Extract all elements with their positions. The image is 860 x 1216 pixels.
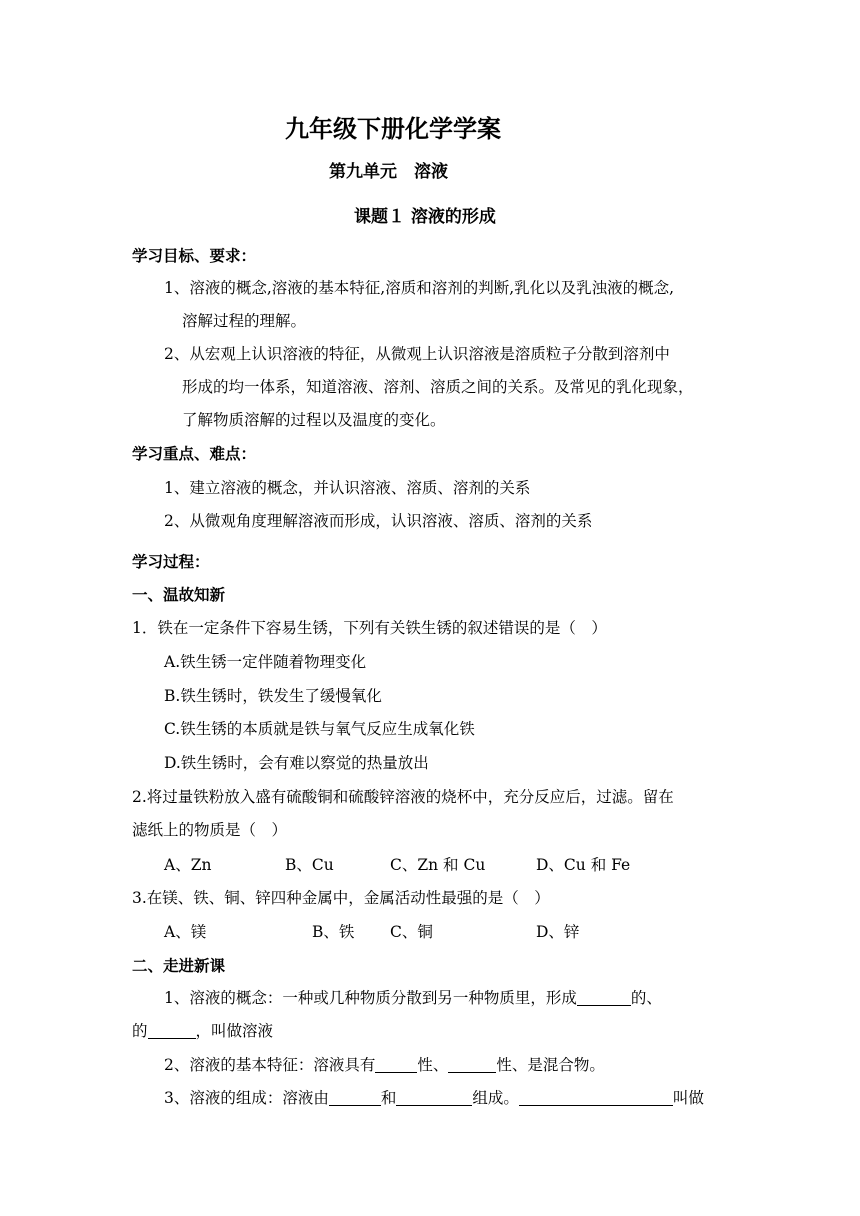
question-2-option-d: D、Cu 和 Fe [536, 856, 631, 874]
question-2-stem-line-2: 滤纸上的物质是（ ） [132, 821, 288, 839]
fill-blank[interactable] [329, 1089, 381, 1106]
new-item-1-text-c: 的 [132, 1022, 148, 1040]
question-3-stem: 3.在镁、铁、铜、锌四种金属中，金属活动性最强的是（ ） [132, 889, 550, 907]
new-item-1-text-b: 的、 [630, 989, 662, 1007]
question-3-option-a: A、镁 [164, 923, 207, 941]
new-item-3-text-c: 组成。 [472, 1089, 519, 1107]
fill-blank[interactable] [448, 1056, 496, 1073]
question-3-option-d: D、锌 [536, 923, 580, 941]
question-1-option-b: B.铁生锈时，铁发生了缓慢氧化 [164, 687, 382, 705]
keypoint-2: 2、从微观角度理解溶液而形成，认识溶液、溶质、溶剂的关系 [164, 512, 593, 530]
section-new-lesson-heading: 二、走进新课 [132, 956, 226, 975]
new-item-2-line [164, 1055, 605, 1075]
fill-blank[interactable] [375, 1056, 417, 1073]
question-1-option-d: D.铁生锈时，会有难以察觉的热量放出 [164, 754, 429, 772]
goal-2-line-3: 了解物质溶解的过程以及温度的变化。 [182, 411, 446, 429]
unit-title: 第九单元 溶液 [329, 162, 448, 182]
new-item-1-text-d: ，叫做溶液 [195, 1022, 274, 1040]
keypoints-heading: 学习重点、难点： [132, 444, 257, 463]
new-item-2-text-c: 性、是混合物。 [496, 1056, 605, 1074]
question-1-option-a: A.铁生锈一定伴随着物理变化 [164, 653, 367, 671]
question-1-option-c: C.铁生锈的本质就是铁与氧气反应生成氧化铁 [164, 720, 475, 738]
new-item-3-text-d: 叫做 [672, 1089, 704, 1107]
fill-blank[interactable] [519, 1089, 673, 1106]
question-3-option-c: C、铜 [390, 923, 433, 941]
new-item-2-text-b: 性、 [417, 1056, 449, 1074]
question-3-option-b: B、铁 [312, 923, 355, 941]
fill-blank[interactable] [577, 989, 631, 1006]
question-2-option-b: B、Cu [285, 856, 334, 874]
new-item-1-line-2 [132, 1021, 273, 1041]
page-title: 九年级下册化学学案 [285, 114, 501, 143]
new-item-1-text-a: 1、溶液的概念：一种或几种物质分散到另一种物质里，形成 [164, 989, 577, 1007]
new-item-2-text-a: 2、溶液的基本特征：溶液具有 [164, 1056, 376, 1074]
keypoint-1: 1、建立溶液的概念，并认识溶液、溶质、溶剂的关系 [164, 479, 531, 497]
new-item-1-line-1 [164, 988, 662, 1008]
goal-1-line-2: 溶解过程的理解。 [182, 312, 307, 330]
question-2-stem-line-1: 2.将过量铁粉放入盛有硫酸铜和硫酸锌溶液的烧杯中，充分反应后，过滤。留在 [132, 788, 674, 806]
new-item-3-line [164, 1088, 704, 1108]
section-review-heading: 一、温故知新 [132, 585, 226, 604]
question-2-option-c: C、Zn 和 Cu [390, 856, 486, 874]
goals-heading: 学习目标、要求： [132, 246, 257, 265]
fill-blank[interactable] [148, 1022, 196, 1039]
new-item-3-text-a: 3、溶液的组成：溶液由 [164, 1089, 329, 1107]
goal-2-line-1: 2、从宏观上认识溶液的特征，从微观上认识溶液是溶质粒子分散到溶剂中 [164, 345, 670, 363]
fill-blank[interactable] [396, 1089, 472, 1106]
goal-2-line-2: 形成的均一体系，知道溶液、溶剂、溶质之间的关系。及常见的乳化现象， [182, 378, 694, 396]
goal-1-line-1: 1、溶液的概念,溶液的基本特征,溶质和溶剂的判断,乳化以及乳浊液的概念, [164, 279, 675, 297]
question-1-stem: 1．铁在一定条件下容易生锈，下列有关铁生锈的叙述错误的是（ ） [132, 619, 607, 637]
lesson-title: 课题１ 溶液的形成 [354, 207, 496, 227]
process-heading: 学习过程： [132, 552, 210, 571]
new-item-3-text-b: 和 [380, 1089, 397, 1107]
question-2-option-a: A、Zn [164, 856, 212, 874]
